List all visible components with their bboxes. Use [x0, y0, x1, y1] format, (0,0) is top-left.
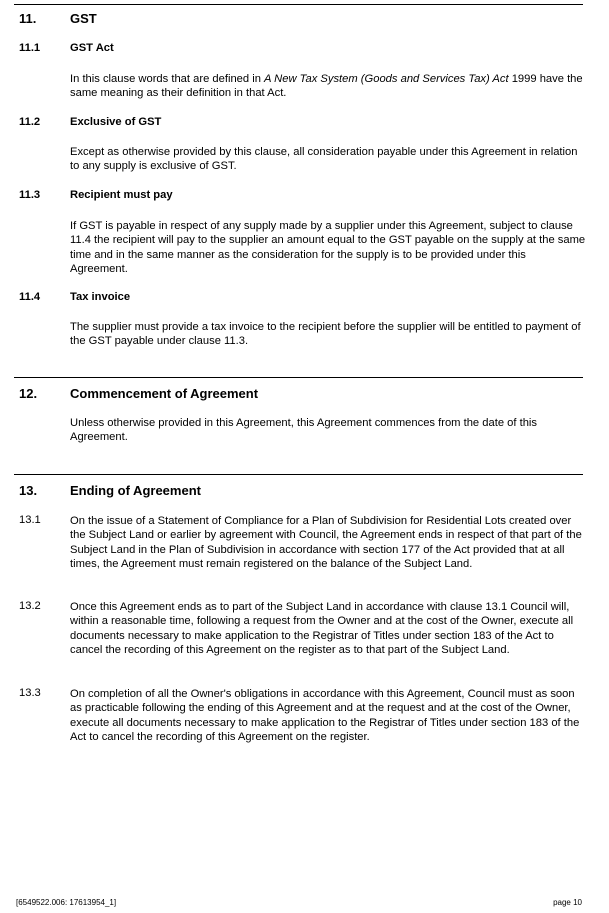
- paragraph-number: 13.1: [19, 514, 41, 526]
- clause-text: On completion of all the Owner's obligations in accordance with this Agreement, Council must as soon as practicable following the ending of this Agreement and at the request and at the cost of the Owner, execute all documents necessary to make application to the Registrar of Titles under section 183 of the Act to cancel the recording of this Agreement on the register.: [70, 688, 580, 744]
- document-reference: [6549522.006: 17613954_1]: [16, 898, 117, 907]
- section-divider: [14, 474, 583, 475]
- page-number: page 10: [553, 898, 582, 907]
- section-number: 13.: [19, 483, 38, 498]
- subsection-number: 11.3: [19, 189, 41, 201]
- subsection-title: Tax invoice: [70, 291, 131, 303]
- clause-text-part: 1999 have the same meaning as their definition in that Act.: [70, 73, 583, 100]
- clause-text-part: In this clause words that are defined in: [70, 73, 265, 85]
- section-title: Commencement of Agreement: [70, 386, 259, 401]
- clause-text: The supplier must provide a tax invoice to the recipient before the supplier will be entitled to payment of the GST payable under clause 11.3.: [70, 321, 581, 348]
- subsection-title: GST Act: [70, 42, 114, 54]
- subsection-title: Recipient must pay: [70, 189, 173, 201]
- clause-text: Unless otherwise provided in this Agreement, this Agreement commences from the date of this Agreement.: [70, 417, 537, 444]
- paragraph-number: 13.2: [19, 600, 41, 612]
- subsection-number: 11.2: [19, 116, 41, 128]
- section-divider: [14, 377, 583, 378]
- clause-text: On the issue of a Statement of Compliance for a Plan of Subdivision for Residential Lots created over the Subject Land or earlier by agreement with Council, the Agreement ends in respect of that part of the Subject Land in the Plan of Subdivision in accordance with section 177 of the Act provided that at all times, the Agreement must remain registered on the balance of the Subject Land.: [70, 515, 582, 571]
- clause-text: [70, 72, 586, 101]
- section-title: Ending of Agreement: [70, 483, 201, 498]
- section-divider: [14, 4, 583, 5]
- subsection-number: 11.1: [19, 42, 41, 54]
- act-title: A New Tax System (Goods and Services Tax) Act: [264, 73, 509, 85]
- subsection-number: 11.4: [19, 291, 41, 303]
- clause-text: Once this Agreement ends as to part of the Subject Land in accordance with clause 13.1 Council will, within a reasonable time, following a request from the Owner and at the cost of the Owner, execute all documents necessary to make application to the Registrar of Titles under section 183 of the Act to cancel the recording of this Agreement on the register as to that part of the Subject Land.: [70, 601, 574, 657]
- section-title: GST: [70, 11, 97, 26]
- clause-text: If GST is payable in respect of any supply made by a supplier under this Agreement, subject to clause 11.4 the recipient will pay to the supplier an amount equal to the GST payable on the supply at the same time and in the same manner as the consideration for the supply is to be provided under this Agreement.: [70, 220, 586, 276]
- clause-text: Except as otherwise provided by this clause, all consideration payable under this Agreement in relation to any supply is exclusive of GST.: [70, 146, 578, 173]
- section-number: 11.: [19, 11, 37, 26]
- section-number: 12.: [19, 386, 38, 401]
- paragraph-number: 13.3: [19, 687, 41, 699]
- subsection-title: Exclusive of GST: [70, 116, 162, 128]
